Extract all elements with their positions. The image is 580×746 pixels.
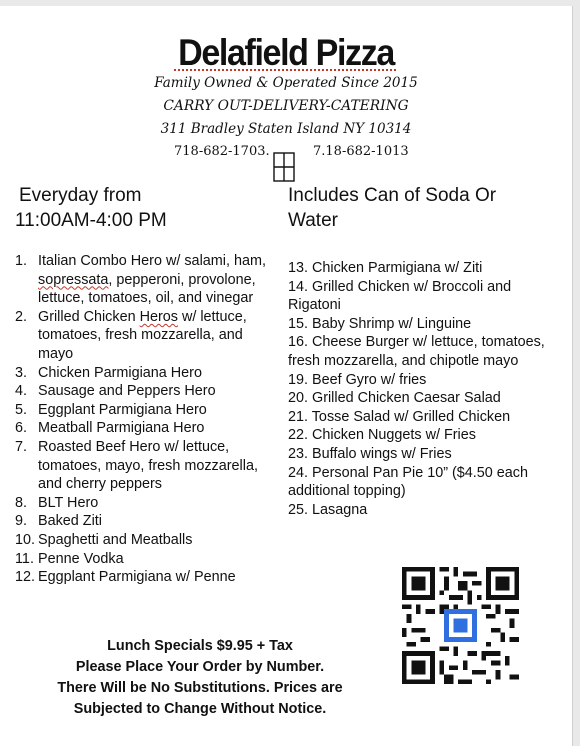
list-item: 8. BLT Hero — [15, 494, 99, 511]
list-item: 11. Penne Vodka — [15, 550, 124, 567]
services-line: CARRY OUT-DELIVERY-CATERING — [163, 98, 409, 114]
left-heading — [15, 183, 275, 233]
list-item: 9. Baked Ziti — [15, 513, 102, 530]
tagline: Family Owned & Operated Since 2015 — [154, 75, 418, 91]
phone-1: 718-682-1703. — [174, 144, 270, 159]
list-item: 6. Meatball Parmigiana Hero — [15, 420, 205, 437]
left-heading-line1: Everyday from — [19, 185, 142, 206]
menu-page — [0, 6, 573, 746]
right-heading-line1: Includes Can of Soda Or — [288, 185, 497, 206]
list-item: 19. Beef Gyro w/ fries — [288, 371, 427, 388]
list-item: 3. Chicken Parmigiana Hero — [15, 364, 202, 381]
list-item: 16. Cheese Burger w/ lettuce, tomatoes, fresh mozzarella, and chipotle mayo — [288, 334, 545, 369]
qr-code-icon — [402, 567, 519, 684]
list-item: 20. Grilled Chicken Caesar Salad — [288, 390, 501, 407]
left-menu-list — [15, 252, 275, 587]
list-item: 13. Chicken Parmigiana w/ Ziti — [288, 260, 483, 276]
list-item: 4. Sausage and Peppers Hero — [15, 383, 216, 400]
address: 311 Bradley Staten Island NY 10314 — [160, 121, 412, 137]
list-item: 24. Personal Pan Pie 10” ($4.50 each additional topping) — [288, 464, 529, 500]
list-item: 12. Eggplant Parmigiana w/ Penne — [15, 569, 236, 586]
list-item: 14. Grilled Chicken w/ Broccoli and Rigatoni — [288, 278, 512, 314]
right-menu-list — [288, 259, 558, 519]
footer-line: Please Place Your Order by Number. — [75, 659, 325, 675]
list-item: 25. Lasagna — [288, 501, 368, 518]
left-heading-line2: 11:00AM-4:00 PM — [15, 210, 167, 231]
footer-line: Subjected to Change Without Notice. — [73, 701, 327, 717]
footer-notice — [0, 636, 400, 720]
footer-line: There Will be No Substitutions. Prices are — [57, 680, 343, 696]
list-item: 1. Italian Combo Hero w/ salami, ham, sopressata, pepperoni, provolone, lettuce, tomatoes, oil, and vinegar — [15, 253, 266, 307]
list-item: 7. Roasted Beef Hero w/ lettuce, tomatoes, mayo, fresh mozzarella, and cherry peppers — [15, 438, 258, 493]
title-spellcheck-underline — [174, 69, 396, 71]
page-title: Delafield Pizza — [178, 32, 394, 73]
list-item: 15. Baby Shrimp w/ Linguine — [288, 315, 472, 332]
list-item: 10. Spaghetti and Meatballs — [15, 531, 193, 548]
right-heading-line2: Water — [288, 210, 338, 231]
list-item: 22. Chicken Nuggets w/ Fries — [288, 427, 476, 444]
list-item: 2. Grilled Chicken Heros w/ lettuce, tomatoes, fresh mozzarella, and mayo — [15, 308, 247, 362]
table-move-icon[interactable] — [273, 152, 295, 182]
footer-line: Lunch Specials $9.95 + Tax — [107, 638, 293, 654]
list-item: 5. Eggplant Parmigiana Hero — [15, 401, 207, 418]
phone-2: 7.18-682-1013 — [313, 144, 409, 159]
list-item: 21. Tosse Salad w/ Grilled Chicken — [288, 408, 511, 425]
right-heading — [288, 183, 558, 233]
list-item: 23. Buffalo wings w/ Fries — [288, 445, 452, 462]
